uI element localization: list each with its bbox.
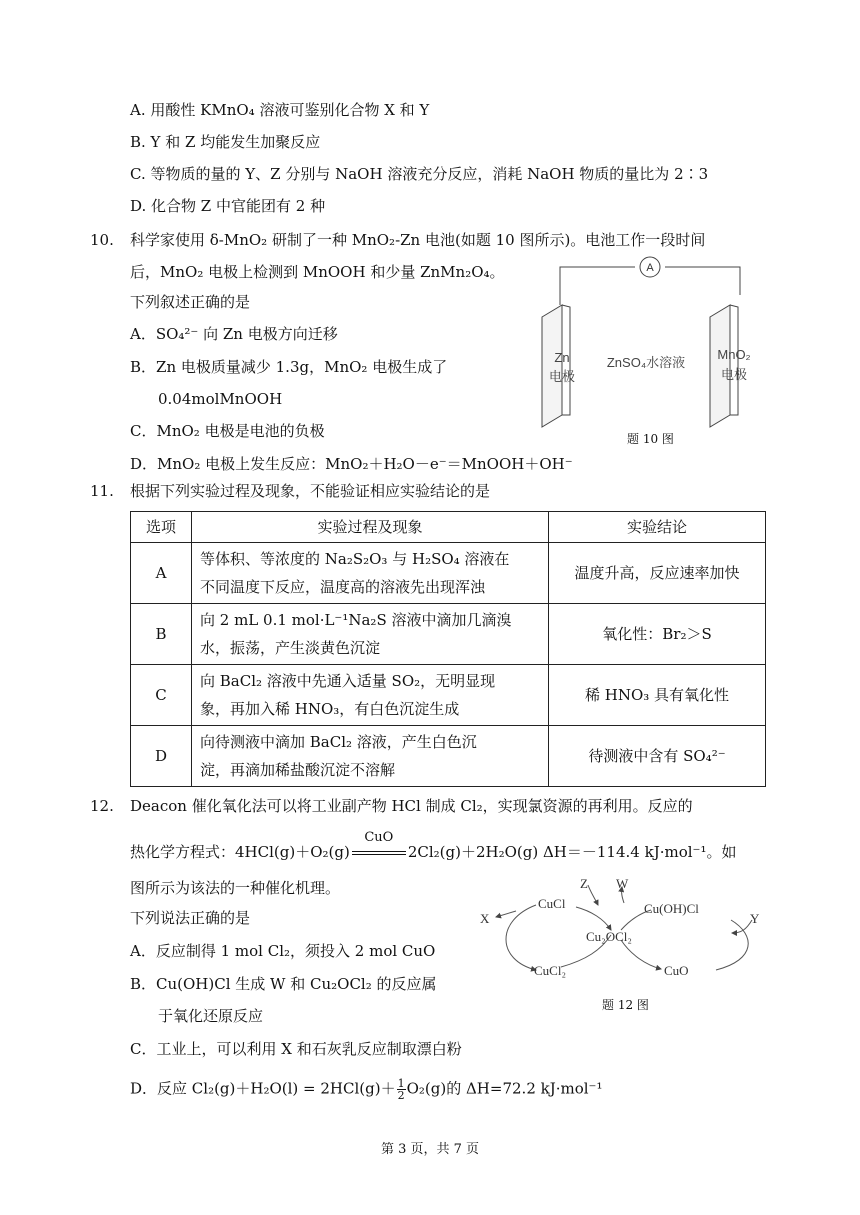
row-conclusion: 待测液中含有 SO₄²⁻ (549, 726, 766, 787)
fig10-caption: 题 10 图 (627, 432, 674, 446)
equation-prefix: 热化学方程式：4HCl(g)＋O₂(g) (130, 843, 350, 861)
q11-stem: 根据下列实验过程及现象，不能验证相应实验结论的是 (130, 482, 491, 500)
label-w: W (616, 876, 629, 891)
table-row (131, 726, 766, 787)
electrolyte-label: ZnSO₄水溶液 (606, 355, 686, 370)
catalyst-label: CuO (364, 830, 394, 845)
q12-option-b-line2: 于氧化还原反应 (158, 1007, 264, 1025)
q10-option-b-line1: B．Zn 电极质量减少 1.3g，MnO₂ 电极生成了 (130, 358, 448, 376)
q10-option-d: D．MnO₂ 电极上发生反应：MnO₂＋H₂O－e⁻＝MnOOH＋OH⁻ (130, 455, 573, 473)
q9-option-c: C. 等物质的量的 Y、Z 分别与 NaOH 溶液充分反应，消耗 NaOH 物质的量比为 2∶3 (130, 165, 709, 183)
table-row (131, 543, 766, 604)
fraction (397, 1078, 406, 1101)
q12-option-c: C．工业上，可以利用 X 和石灰乳反应制取漂白粉 (130, 1040, 462, 1058)
q9-option-a: A. 用酸性 KMnO₄ 溶液可鉴别化合物 X 和 Y (130, 101, 430, 119)
q12-option-b-line1: B．Cu(OH)Cl 生成 W 和 Cu₂OCl₂ 的反应属 (130, 975, 437, 993)
label-x: X (480, 911, 490, 926)
table-header-row (131, 512, 766, 543)
q10-option-a: A．SO₄²⁻ 向 Zn 电极方向迁移 (130, 325, 338, 343)
q12-stem-line3: 图所示为该法的一种催化机理。 (130, 879, 341, 897)
q11-number: 11. (90, 482, 114, 500)
table-header-process: 实验过程及现象 (192, 512, 549, 543)
row-process-line2: 水，振荡，产生淡黄色沉淀 (200, 639, 381, 657)
catalytic-cycle-figure (476, 875, 776, 985)
label-z: Z (580, 876, 588, 891)
table-row (131, 604, 766, 665)
row-process-line1: 向 2 mL 0.1 mol·L⁻¹Na₂S 溶液中滴加几滴溴 (200, 611, 512, 629)
option-d-prefix: D．反应 Cl₂(g)＋H₂O(l) = 2HCl(g)＋ (130, 1079, 396, 1098)
q12-prompt: 下列说法正确的是 (130, 909, 251, 927)
table-row (131, 665, 766, 726)
table-header-option: 选项 (131, 512, 192, 543)
q12-option-d (130, 1078, 602, 1101)
fig12-caption: 题 12 图 (602, 998, 649, 1012)
row-process (192, 604, 549, 665)
q12-equation (130, 830, 737, 862)
row-option: B (131, 604, 192, 665)
row-process-line2: 象，再加入稀 HNO₃，有白色沉淀生成 (200, 700, 460, 718)
row-process-line2: 不同温度下反应，温度高的溶液先出现浑浊 (200, 578, 486, 596)
row-conclusion: 温度升高，反应速率加快 (549, 543, 766, 604)
row-process-line1: 向 BaCl₂ 溶液中先通入适量 SO₂，无明显现 (200, 672, 496, 690)
label-y: Y (750, 911, 760, 926)
equation-suffix: 2Cl₂(g)＋2H₂O(g) ΔH＝－114.4 kJ·mol⁻¹。如 (407, 843, 737, 861)
label-cuohcl: Cu(OH)Cl (644, 901, 699, 916)
q10-prompt: 下列叙述正确的是 (130, 293, 251, 311)
ammeter-label: A (646, 262, 654, 274)
mno2-electrode-label-1: MnO₂ (717, 347, 751, 362)
zn-electrode-label-2: 电极 (548, 369, 576, 384)
page-footer: 第 3 页，共 7 页 (380, 1142, 480, 1157)
mno2-electrode-label-2: 电极 (720, 367, 748, 382)
label-cucl2: CuCl₂ (534, 963, 566, 978)
q10-number: 10. (90, 231, 114, 249)
row-process (192, 665, 549, 726)
row-process (192, 726, 549, 787)
q9-option-b: B. Y 和 Z 均能发生加聚反应 (130, 133, 321, 151)
battery-figure (530, 255, 770, 435)
row-conclusion: 稀 HNO₃ 具有氧化性 (549, 665, 766, 726)
row-process-line2: 淀，再滴加稀盐酸沉淀不溶解 (200, 761, 396, 779)
q10-option-b-line2: 0.04molMnOOH (158, 390, 283, 408)
label-cuo: CuO (664, 963, 689, 978)
label-cu2ocl2: Cu₂OCl₂ (586, 929, 632, 944)
option-d-suffix: O₂(g)的 ΔH=72.2 kJ·mol⁻¹ (406, 1079, 603, 1098)
row-conclusion: 氧化性：Br₂＞S (549, 604, 766, 665)
q10-stem-line1: 科学家使用 δ-MnO₂ 研制了一种 MnO₂-Zn 电池(如题 10 图所示)。电池工作一段时间 (130, 231, 706, 249)
equation-arrow (350, 830, 408, 862)
q12-number: 12. (90, 797, 114, 815)
label-cucl: CuCl (538, 896, 566, 911)
zn-electrode-label-1: Zn (554, 350, 570, 365)
row-option: A (131, 543, 192, 604)
q10-option-c: C．MnO₂ 电极是电池的负极 (130, 422, 325, 440)
row-option: C (131, 665, 192, 726)
fraction-numerator: 1 (397, 1077, 405, 1090)
experiment-table (130, 511, 766, 787)
table-header-conclusion: 实验结论 (549, 512, 766, 543)
fraction-denominator: 2 (397, 1089, 405, 1102)
row-process-line1: 等体积、等浓度的 Na₂S₂O₃ 与 H₂SO₄ 溶液在 (200, 550, 510, 568)
q12-option-a: A．反应制得 1 mol Cl₂，须投入 2 mol CuO (130, 942, 436, 960)
row-process (192, 543, 549, 604)
q12-stem-line1: Deacon 催化氧化法可以将工业副产物 HCl 制成 Cl₂，实现氯资源的再利用。反应的 (130, 797, 693, 815)
row-process-line1: 向待测液中滴加 BaCl₂ 溶液，产生白色沉 (200, 733, 477, 751)
q10-stem-line2: 后，MnO₂ 电极上检测到 MnOOH 和少量 ZnMn₂O₄。 (130, 263, 505, 281)
q9-option-d: D. 化合物 Z 中官能团有 2 种 (130, 197, 326, 215)
row-option: D (131, 726, 192, 787)
